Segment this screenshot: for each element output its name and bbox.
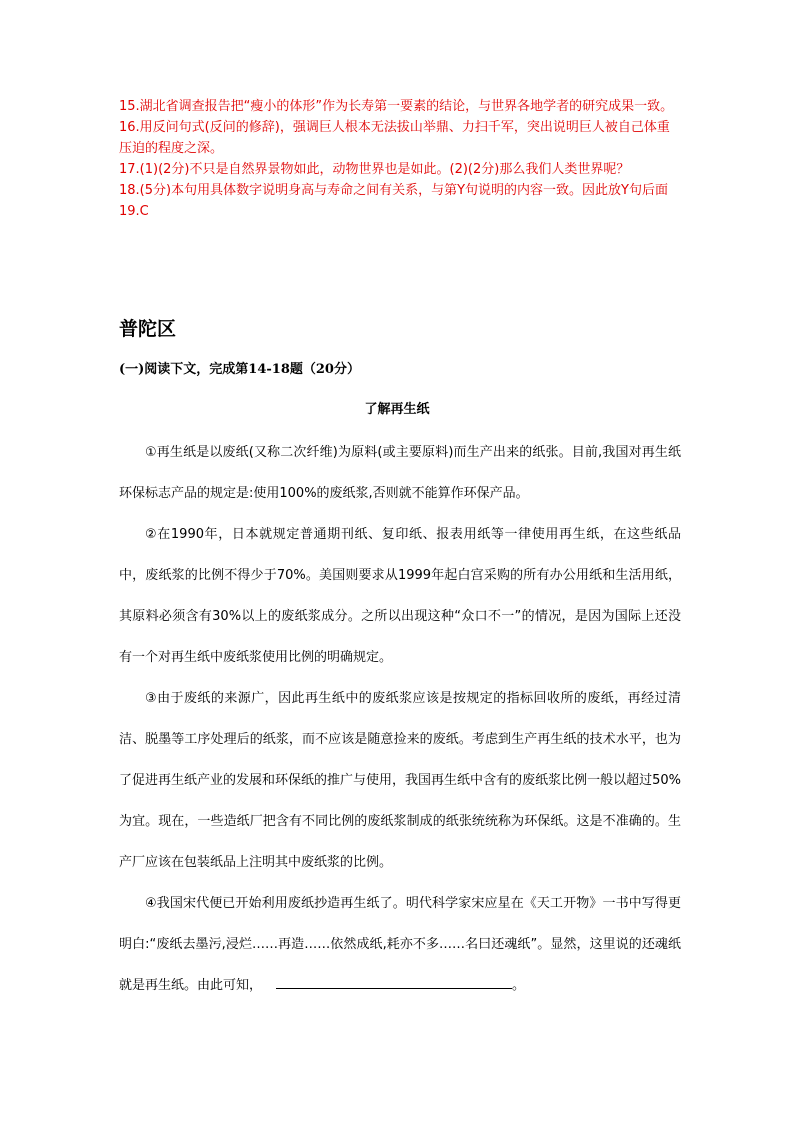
paragraph-3: ③由于废纸的来源广，因此再生纸中的废纸浆应该是按规定的指标回收所的废纸，再经过清洁、脱墨等工序处理后的纸浆，而不应该是随意捡来的废纸。考虑到生产再生纸的技术水平，也为了促进再生纸产业的发展和环保纸的推广与使用，我国再生纸中含有的废纸浆比例一般以超过50%为宜。现在，一些造纸厂把含有不同比例的废纸浆制成的纸张统统称为环保纸。这是不准确的。生产厂应该在包装纸品上注明其中废纸浆的比例。 xyxy=(119,691,681,870)
answer-18: 18.(5分)本句用具体数字说明身高与寿命之间有关系，与第Y句说明的内容一致。因此放Y句后面 xyxy=(119,183,668,198)
answer-key xyxy=(119,96,679,222)
paragraph-4-text: ④我国宋代便已开始利用废纸抄造再生纸了。明代科学家宋应星在《天工开物》一书中写得更明白:“废纸去墨污,浸烂……再造……依然成纸,耗亦不多……名曰还魂纸”。显然，这里说的还魂纸就是再生纸。由此可知， xyxy=(119,896,681,993)
article-title: 了解再生纸 xyxy=(364,402,430,417)
blank-end-punctuation: 。 xyxy=(512,978,526,993)
paragraph-4 xyxy=(119,883,681,1006)
district-heading: 普陀区 xyxy=(119,318,177,340)
answer-17: 17.(1)(2分)不只是自然界景物如此，动物世界也是如此。(2)(2分)那么我们人类世界呢？ xyxy=(119,162,630,177)
answer-16: 16.用反问句式(反问的修辞)，强调巨人根本无法拔山举鼎、力扫千军，突出说明巨人被自己体重压迫的程度之深。 xyxy=(119,120,670,156)
answer-19: 19.C xyxy=(119,204,149,219)
paragraph-1: ①再生纸是以废纸(又称二次纤维)为原料(或主要原料)而生产出来的纸张。目前,我国对再生纸环保标志产品的规定是:使用100%的废纸浆,否则就不能算作环保产品。 xyxy=(119,445,681,501)
article-body xyxy=(119,432,681,1006)
paragraph-2: ②在1990年，日本就规定普通期刊纸、复印纸、报表用纸等一律使用再生纸，在这些纸品中，废纸浆的比例不得少于70%。美国则要求从1999年起白宫采购的所有办公用纸和生活用纸，其原料必须含有30%以上的废纸浆成分。之所以出现这种“众口不一”的情况，是因为国际上还没有一个对再生纸中废纸浆使用比例的明确规定。 xyxy=(119,527,681,665)
answer-15: 15.湖北省调查报告把“瘦小的体形”作为长寿第一要素的结论，与世界各地学者的研究成果一致。 xyxy=(119,99,674,114)
section-heading: (一)阅读下文，完成第14-18题（20分） xyxy=(119,362,360,377)
fill-in-blank[interactable] xyxy=(276,974,512,989)
